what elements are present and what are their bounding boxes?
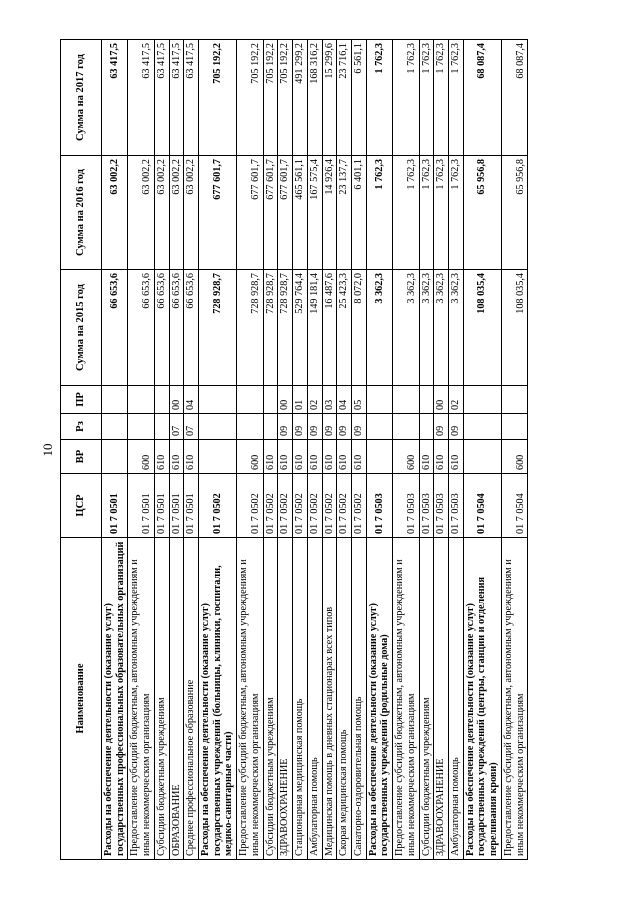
cell-vr: 610 (434, 440, 449, 474)
table-row (393, 40, 419, 860)
table-row (463, 40, 501, 860)
cell-csr: 01 7 0501 (154, 474, 169, 538)
table-body (102, 40, 528, 860)
cell-vr: 610 (154, 440, 169, 474)
cell-csr: 01 7 0501 (169, 474, 184, 538)
cell-2016: 63 002,2 (169, 156, 184, 270)
cell-2016: 1 762,3 (393, 156, 419, 270)
cell-name: Расходы на обеспечение деятельности (оказание услуг) государственных учреждений (родильные дома) (366, 538, 392, 860)
cell-2015: 108 035,4 (501, 270, 527, 386)
cell-2015: 3 362,3 (434, 270, 449, 386)
cell-2016: 63 002,2 (184, 156, 199, 270)
cell-name: ОБРАЗОВАНИЕ (169, 538, 184, 860)
cell-2017: 1 762,3 (366, 40, 392, 156)
cell-2016: 167 575,4 (307, 156, 322, 270)
cell-csr: 01 7 0501 (102, 474, 128, 538)
cell-vr (199, 440, 237, 474)
cell-pr (419, 386, 434, 414)
cell-2017: 63 417,5 (154, 40, 169, 156)
cell-vr: 610 (293, 440, 308, 474)
cell-rz (263, 414, 278, 440)
cell-vr: 610 (263, 440, 278, 474)
cell-pr (102, 386, 128, 414)
cell-vr: 600 (393, 440, 419, 474)
cell-csr: 01 7 0503 (434, 474, 449, 538)
cell-pr (393, 386, 419, 414)
table-row (154, 40, 169, 860)
cell-pr: 01 (293, 386, 308, 414)
cell-2017: 491 299,2 (293, 40, 308, 156)
header-2016: Сумма на 2016 год (61, 156, 102, 270)
cell-pr: 02 (448, 386, 463, 414)
cell-2015: 66 653,6 (169, 270, 184, 386)
cell-pr (366, 386, 392, 414)
cell-2016: 677 601,7 (237, 156, 263, 270)
table-row (501, 40, 527, 860)
cell-rz: 09 (278, 414, 293, 440)
cell-csr: 01 7 0504 (501, 474, 527, 538)
cell-2017: 168 316,2 (307, 40, 322, 156)
cell-2016: 677 601,7 (199, 156, 237, 270)
cell-vr: 610 (337, 440, 352, 474)
cell-name: Скорая медицинская помощь (337, 538, 352, 860)
cell-pr: 02 (307, 386, 322, 414)
cell-name: Медицинская помощь в дневных стационарах всех типов (322, 538, 337, 860)
cell-pr (501, 386, 527, 414)
cell-csr: 01 7 0502 (307, 474, 322, 538)
cell-vr: 600 (501, 440, 527, 474)
cell-2015: 108 035,4 (463, 270, 501, 386)
cell-rz: 09 (293, 414, 308, 440)
cell-vr: 610 (278, 440, 293, 474)
cell-2016: 14 926,4 (322, 156, 337, 270)
cell-vr: 610 (322, 440, 337, 474)
table-row (322, 40, 337, 860)
budget-table (60, 39, 528, 860)
cell-csr: 01 7 0502 (263, 474, 278, 538)
cell-rz: 09 (434, 414, 449, 440)
cell-pr (128, 386, 154, 414)
cell-csr: 01 7 0502 (199, 474, 237, 538)
table-row (366, 40, 392, 860)
cell-pr: 03 (322, 386, 337, 414)
cell-2016: 65 956,8 (501, 156, 527, 270)
header-name: Наименование (61, 538, 102, 860)
cell-2015: 3 362,3 (448, 270, 463, 386)
cell-2016: 465 561,1 (293, 156, 308, 270)
cell-rz (393, 414, 419, 440)
cell-name: Предоставление субсидий бюджетным, автономным учреждениям и иным некоммерческим организациям (501, 538, 527, 860)
cell-2015: 728 928,7 (263, 270, 278, 386)
table-row (434, 40, 449, 860)
header-vr: ВР (61, 440, 102, 474)
cell-pr: 00 (434, 386, 449, 414)
cell-2016: 677 601,7 (263, 156, 278, 270)
cell-2015: 25 423,3 (337, 270, 352, 386)
cell-2015: 728 928,7 (237, 270, 263, 386)
cell-name: Амбулаторная помощь (448, 538, 463, 860)
cell-2016: 1 762,3 (434, 156, 449, 270)
cell-vr: 610 (351, 440, 366, 474)
cell-2015: 66 653,6 (184, 270, 199, 386)
header-pr: ПР (61, 386, 102, 414)
cell-pr (463, 386, 501, 414)
cell-name: Расходы на обеспечение деятельности (оказание услуг) государственных учреждений (больницы, клиники, госпитали, медико-санитарные части) (199, 538, 237, 860)
cell-csr: 01 7 0504 (463, 474, 501, 538)
cell-2015: 728 928,7 (278, 270, 293, 386)
rotated-page-content (60, 40, 580, 860)
cell-2017: 1 762,3 (419, 40, 434, 156)
cell-2015: 3 362,3 (393, 270, 419, 386)
cell-2017: 705 192,2 (278, 40, 293, 156)
cell-rz (128, 414, 154, 440)
cell-rz (419, 414, 434, 440)
cell-2015: 149 181,4 (307, 270, 322, 386)
cell-2017: 63 417,5 (128, 40, 154, 156)
table-row (102, 40, 128, 860)
cell-2015: 3 362,3 (419, 270, 434, 386)
cell-name: ЗДРАВООХРАНЕНИЕ (278, 538, 293, 860)
cell-rz: 09 (307, 414, 322, 440)
header-csr: ЦСР (61, 474, 102, 538)
table-header-row (61, 40, 102, 860)
cell-name: Амбулаторная помощь (307, 538, 322, 860)
cell-vr: 610 (169, 440, 184, 474)
cell-vr: 610 (184, 440, 199, 474)
cell-name: Субсидии бюджетным учреждениям (419, 538, 434, 860)
cell-2016: 677 601,7 (278, 156, 293, 270)
cell-rz (199, 414, 237, 440)
cell-rz (463, 414, 501, 440)
cell-2016: 1 762,3 (419, 156, 434, 270)
cell-rz: 09 (337, 414, 352, 440)
cell-rz (154, 414, 169, 440)
cell-2017: 15 299,6 (322, 40, 337, 156)
cell-2017: 705 192,2 (263, 40, 278, 156)
cell-2017: 63 417,5 (184, 40, 199, 156)
table-row (448, 40, 463, 860)
cell-name: Предоставление субсидий бюджетным, автономным учреждениям и иным некоммерческим организациям (393, 538, 419, 860)
cell-csr: 01 7 0503 (393, 474, 419, 538)
cell-pr: 05 (351, 386, 366, 414)
cell-2015: 728 928,7 (199, 270, 237, 386)
cell-name: Стационарная медицинская помощь (293, 538, 308, 860)
cell-name: Расходы на обеспечение деятельности (оказание услуг) государственных профессиональных образовательных организаций (102, 538, 128, 860)
table-row (169, 40, 184, 860)
cell-csr: 01 7 0502 (337, 474, 352, 538)
cell-2016: 63 002,2 (102, 156, 128, 270)
cell-name: ЗДРАВООХРАНЕНИЕ (434, 538, 449, 860)
cell-2016: 63 002,2 (128, 156, 154, 270)
cell-2016: 65 956,8 (463, 156, 501, 270)
cell-vr: 610 (419, 440, 434, 474)
cell-name: Субсидии бюджетным учреждениям (263, 538, 278, 860)
table-row (263, 40, 278, 860)
cell-csr: 01 7 0501 (184, 474, 199, 538)
cell-2017: 705 192,2 (237, 40, 263, 156)
cell-2017: 1 762,3 (393, 40, 419, 156)
cell-vr: 610 (307, 440, 322, 474)
cell-vr (463, 440, 501, 474)
cell-csr: 01 7 0503 (419, 474, 434, 538)
cell-2015: 66 653,6 (102, 270, 128, 386)
cell-pr: 04 (337, 386, 352, 414)
cell-csr: 01 7 0502 (278, 474, 293, 538)
table-row (337, 40, 352, 860)
cell-2015: 66 653,6 (128, 270, 154, 386)
cell-vr: 600 (237, 440, 263, 474)
table-row (293, 40, 308, 860)
header-rz: Рз (61, 414, 102, 440)
cell-pr (199, 386, 237, 414)
cell-rz: 09 (351, 414, 366, 440)
cell-2016: 1 762,3 (366, 156, 392, 270)
cell-name: Расходы на обеспечение деятельности (оказание услуг) государственных учреждений (центры, станции и отделения переливания крови) (463, 538, 501, 860)
cell-2015: 3 362,3 (366, 270, 392, 386)
cell-2016: 63 002,2 (154, 156, 169, 270)
cell-name: Санаторно-оздоровительная помощь (351, 538, 366, 860)
cell-2015: 8 072,0 (351, 270, 366, 386)
cell-csr: 01 7 0503 (448, 474, 463, 538)
cell-name: Среднее профессиональное образование (184, 538, 199, 860)
table-row (307, 40, 322, 860)
cell-2017: 68 087,4 (463, 40, 501, 156)
cell-name: Предоставление субсидий бюджетным, автономным учреждениям и иным некоммерческим организациям (237, 538, 263, 860)
cell-rz (237, 414, 263, 440)
cell-pr: 00 (278, 386, 293, 414)
cell-pr: 00 (169, 386, 184, 414)
cell-2016: 1 762,3 (448, 156, 463, 270)
cell-rz: 09 (322, 414, 337, 440)
cell-csr: 01 7 0502 (351, 474, 366, 538)
cell-2015: 16 487,6 (322, 270, 337, 386)
cell-2017: 23 716,1 (337, 40, 352, 156)
cell-2015: 66 653,6 (154, 270, 169, 386)
cell-rz: 07 (184, 414, 199, 440)
cell-pr (263, 386, 278, 414)
cell-vr: 610 (448, 440, 463, 474)
cell-rz (501, 414, 527, 440)
cell-csr: 01 7 0502 (293, 474, 308, 538)
cell-csr: 01 7 0503 (366, 474, 392, 538)
table-row (419, 40, 434, 860)
cell-rz: 09 (448, 414, 463, 440)
header-2015: Сумма на 2015 год (61, 270, 102, 386)
cell-name: Предоставление субсидий бюджетным, автономным учреждениям и иным некоммерческим организациям (128, 538, 154, 860)
page-number: 10 (40, 443, 55, 457)
cell-csr: 01 7 0501 (128, 474, 154, 538)
cell-vr (366, 440, 392, 474)
cell-rz (366, 414, 392, 440)
cell-csr: 01 7 0502 (322, 474, 337, 538)
table-row (128, 40, 154, 860)
cell-2017: 1 762,3 (434, 40, 449, 156)
table-row (184, 40, 199, 860)
cell-2015: 529 764,4 (293, 270, 308, 386)
cell-vr: 600 (128, 440, 154, 474)
cell-2017: 63 417,5 (169, 40, 184, 156)
cell-pr (154, 386, 169, 414)
cell-vr (102, 440, 128, 474)
cell-2016: 6 401,1 (351, 156, 366, 270)
cell-2017: 6 561,1 (351, 40, 366, 156)
cell-pr (237, 386, 263, 414)
cell-2017: 68 087,4 (501, 40, 527, 156)
table-row (278, 40, 293, 860)
table-row (351, 40, 366, 860)
cell-name: Субсидии бюджетным учреждениям (154, 538, 169, 860)
cell-rz (102, 414, 128, 440)
cell-2017: 705 192,2 (199, 40, 237, 156)
cell-2017: 1 762,3 (448, 40, 463, 156)
table-row (199, 40, 237, 860)
cell-csr: 01 7 0502 (237, 474, 263, 538)
cell-2016: 23 137,7 (337, 156, 352, 270)
cell-pr: 04 (184, 386, 199, 414)
table-row (237, 40, 263, 860)
header-2017: Сумма на 2017 год (61, 40, 102, 156)
cell-rz: 07 (169, 414, 184, 440)
cell-2017: 63 417,5 (102, 40, 128, 156)
